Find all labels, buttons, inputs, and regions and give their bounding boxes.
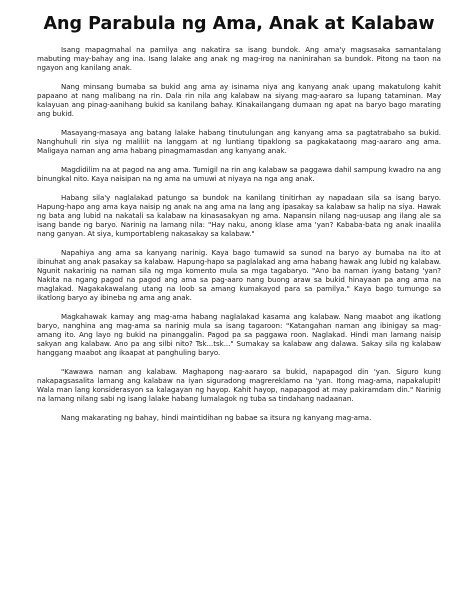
document-title: Ang Parabula ng Ama, Anak at Kalabaw: [43, 14, 435, 34]
paragraph-7: Magkahawak kamay ang mag-ama habang naglalakad kasama ang kalabaw. Nang maabot ang ikatlong baryo, nanghina ang mag-ama sa narinig mula sa isang tagaroon: "Katangahan naman ang ibinigay sa mag-amang ito. Ang layo ng bukid na pinanggalin. Pagod pa sa paggawa roon. Naglakad. Hindi man lamang naisip sakyan ang kalabaw. Ano pa ang silbi nito? Tsk...tsk..." Sumakay sa kalabaw ang dalawa. Sakay sila ng kalabaw hanggang maabot ang ikaapat at panghuling baryo.: [37, 311, 441, 358]
paragraph-6: Napahiya ang ama sa kanyang narinig. Kaya bago tumawid sa sunod na baryo ay bumaba na ito at ibinuhat ang anak pasakay sa kalabaw. Hapung-hapo sa paglalakad ang ama habang hawak ang lubid ng kalabaw. Ngunit nakarinig na naman sila ng mga komento mula sa mga tagabaryo. "Ano ba naman iyang batang 'yan? Nakita na ngang pagod na pagod ang ama sa pag-aaro nang buong araw sa bukid hinayaan pa ang ama na maglakad. Nagakakawalang utang na loob sa amang kumakayod para sa pamilya." Kaya bago tumungo sa ikatlong baryo ay ibineba ng ama ang anak.: [37, 247, 441, 303]
paragraph-9: Nang makarating ng bahay, hindi maintidihan ng babae sa itsura ng kanyang mag-ama.: [61, 412, 372, 422]
paragraph-8: "Kawawa naman ang kalabaw. Maghapong nag-aararo sa bukid, napapagod din 'yan. Siguro kung nakapagsasalita lamang ang kalabaw na iyan siguradong magrereklamo na 'yan. Itong mag-ama, napakalupit! Wala man lang konsiderasyon sa kalagayan ng hayop. Kahit hayop, napapagod at may pakiramdam din." Narinig na lamang nilang sabi ng isang lalake habang lumalagok ng tuba sa tindahang nadaanan.: [37, 366, 441, 404]
paragraph-4: Magdidilim na at pagod na ang ama. Tumigil na rin ang kalabaw sa paggawa dahil sampung kwadro na ang binungkal nito. Kaya naisipan na ng ama na umuwi at niyaya na nga ang anak.: [37, 164, 441, 183]
paragraph-1: Isang mapagmahal na pamilya ang nakatira sa isang bundok. Ang ama'y magsasaka samantalang mabuting may-bahay ang ina. Isang lalake ang anak ng mag-irog na naninirahan sa bundok. Pitong na taon na ngayon ang kanilang anak.: [37, 45, 441, 73]
paragraph-5: Habang sila'y naglalakad patungo sa bundok na kanilang tinitirhan ay napadaan sila sa isang baryo. Hapung-hapo ang ama kaya naisip ng anak na ang ama na lang ang ipasakay sa kalabaw sa halip na siya. Hawak ng bata ang lubid na nakatali sa kalabaw na kinasasakyan ng ama. Napansin nilang nag-uusap ang ilang ale sa isang bande ng baryo. Narinig na lamang nila: "Hay naku, anong klase ama 'yan? Kababa-bata ng anak inaalila nang ganyan. At siya, kumportableng nakasakay sa kalabaw.": [37, 192, 441, 238]
paragraph-3: Masayang-masaya ang batang lalake habang tinutulungan ang kanyang ama sa pagtatrabaho sa bukid. Nanghuhuli rin siya ng maliliit na langgam at ng luntiang tipaklong sa pagkakataong mag-aararo ang ama. Maligaya naman ang ama habang pinagmamasdan ang kanyang anak.: [37, 127, 441, 156]
paragraph-2: Nang minsang bumaba sa bukid ang ama ay isinama niya ang kanyang anak upang makatulong kahit papaano at nang malibang na rin. Dala rin nila ang kalabaw na siyang mag-aararo sa lupang tataminan. May kalayuan ang pinag-aanihang bukid sa kanilang bahay. Kinakailangang dumaan ng apat na baryo bago marating ang bukid.: [37, 81, 441, 119]
